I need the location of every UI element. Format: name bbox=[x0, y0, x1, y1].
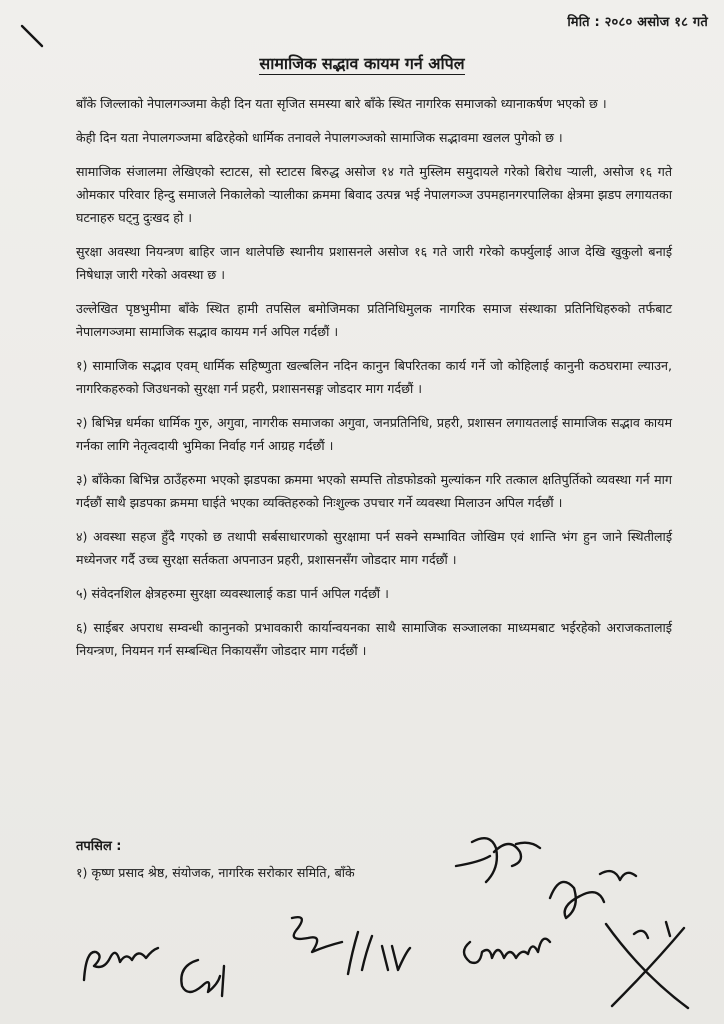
signatory-entry: १) कृष्ण प्रसाद श्रेष्ठ, संयोजक, नागरिक सरोकार समिति, बाँके bbox=[76, 865, 355, 880]
demand-item-3: ३) बाँकेका बिभिन्न ठाउँहरुमा भएको झडपका क्रममा भएको सम्पत्ति तोडफोडको मुल्यांकन गरि तत्काल क्षतिपुर्तिको व्यवस्था गर्न माग गर्दछौं साथै झडपका क्रममा घाईते भएका व्यक्तिहरुको निःशुल्क उपचार गर्ने व्यवस्था मिलाउन अपिल गर्दछौं । bbox=[76, 472, 672, 510]
demand-item-5: ५) संवेदनशिल क्षेत्रहरुमा सुरक्षा व्यवस्थालाई कडा पार्न अपिल गर्दछौं । bbox=[76, 586, 389, 601]
signature-cross bbox=[592, 904, 702, 1014]
signature-ramesh bbox=[456, 912, 556, 972]
signature-second bbox=[172, 946, 242, 1006]
paragraph-appeal: उल्लेखित पृष्ठभुमीमा बाँके स्थित हामी तपसिल बमोजिमका प्रतिनिधिमुलक नागरिक समाज संस्थाका प्रतिनिधिहरुको तर्फबाट नेपालगञ्जमा सामाजिक सद्भाव कायम गर्न अपिल गर्दछौं । bbox=[76, 301, 672, 339]
document-title-text: सामाजिक सद्भाव कायम गर्न अपिल bbox=[259, 54, 465, 73]
signature-third bbox=[272, 908, 352, 968]
document-title bbox=[0, 52, 724, 74]
signature-convenor bbox=[450, 822, 550, 892]
demand-item-6: ६) साईबर अपराध सम्वन्धी कानुनको प्रभावकारी कार्यान्वयनका साथै सामाजिक सञ्जालका माध्यमबाट भईरहेको अराजकतालाई नियन्त्रण, नियमन गर्न सम्बन्धित निकायसँग जोडदार माग गर्दछौं । bbox=[76, 620, 672, 658]
tapasil-heading: तपसिल : bbox=[76, 839, 122, 854]
demand-item-4: ४) अवस्था सहज हुँदै गएको छ तथापी सर्बसाधारणको सुरक्षामा पर्न सक्ने सम्भावित जोखिम एवं शान्ति भंग हुन जाने स्थितीलाई मध्येनजर गर्दै उच्च सुरक्षा सर्तकता अपनाउन प्रहरी, प्रशासनसँग जोडदार माग गर्दछौं । bbox=[76, 529, 672, 567]
document-body bbox=[76, 92, 672, 673]
paragraph-curfew: सुरक्षा अवस्था नियन्त्रण बाहिर जान थालेपछि स्थानीय प्रशासनले असोज १६ गते जारी गरेको कर्फ्युलाई आज देखि खुकुलो बनाई निषेधाज्ञ जारी गरेको अवस्था छ । bbox=[76, 244, 672, 282]
signature-ritula bbox=[76, 930, 166, 990]
pen-stroke-mark bbox=[18, 20, 48, 50]
demand-item-1: १) सामाजिक सद्भाव एवम् धार्मिक सहिष्णुता खल्बलिन नदिन कानुन बिपरितका कार्य गर्ने जो कोहिलाई कानुनी कठघरामा ल्याउन, नागरिकहरुको जिउधनको सुरक्षा गर्न प्रहरी, प्रशासनसङ्ग जोडदार माग गर्दछौं । bbox=[76, 358, 672, 396]
paragraph-intro: बाँके जिल्लाको नेपालगञ्जमा केही दिन यता सृजित समस्या बारे बाँके स्थित नागरिक समाजको ध्यानाकर्षण भएको छ । bbox=[76, 96, 607, 111]
paragraph-tension: केही दिन यता नेपालगञ्जमा बढिरहेको धार्मिक तनावले नेपालगञ्जको सामाजिक सद्भावमा खलल पुगेको छ । bbox=[76, 130, 563, 145]
document-date: मिति : २०८० असोज १८ गते bbox=[567, 15, 708, 30]
demand-item-2: २) बिभिन्न धर्मका धार्मिक गुरु, अगुवा, नागरीक समाजका अगुवा, जनप्रतिनिधि, प्रहरी, प्रशासन लगायतलाई सामाजिक सद्भाव कायम गर्नका लागि नेतृत्वदायी भुमिका निर्वाह गर्न आग्रह गर्दछौं । bbox=[76, 415, 672, 453]
signature-fifth bbox=[376, 938, 416, 978]
paragraph-events: सामाजिक संजालमा लेखिएको स्टाटस, सो स्टाटस बिरुद्ध असोज १४ गते मुस्लिम समुदायले गरेको बिरोध र्‍याली, असोज १६ गते ओमकार परिवार हिन्दु समाजले निकालेको र्‍यालीका क्रममा बिवाद उत्पन्न भई नेपालगञ्ज उपमहानगरपालिका क्षेत्रमा झडप लगायतका घटनाहरु घट्नु दुःखद हो । bbox=[76, 164, 672, 225]
